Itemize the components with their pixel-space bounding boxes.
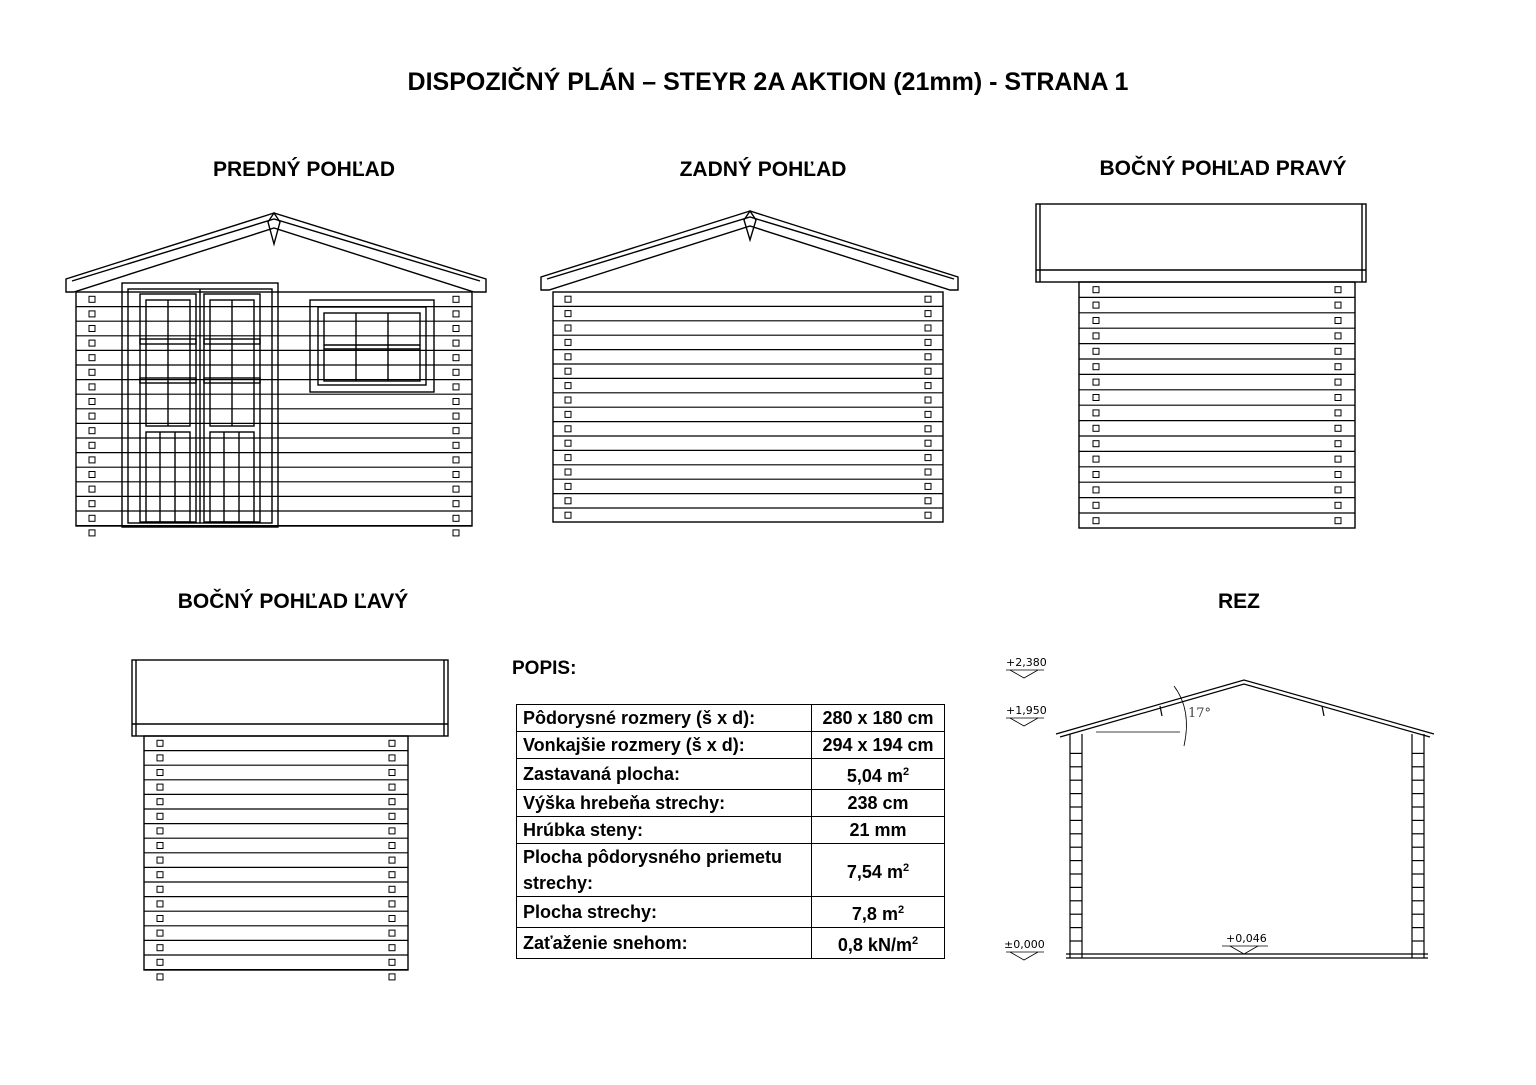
spec-value: 0,8 $kN/m^2$ [812, 928, 945, 959]
log-end-notch [925, 455, 931, 461]
left-side-view-label: BOČNÝ POHĽAD ĽAVÝ [177, 590, 409, 613]
log-end-notch [453, 369, 459, 375]
log-end-notch [565, 296, 571, 302]
log-end-notch [925, 411, 931, 417]
log-end-notch [1093, 302, 1099, 308]
log-end-notch [157, 770, 163, 776]
log-end-notch [157, 974, 163, 980]
log-end-notch [1335, 348, 1341, 354]
log-end-notch [89, 472, 95, 478]
log-end-notch [565, 383, 571, 389]
spec-value: 5,04 $m^2$ [812, 759, 945, 790]
log-end-notch [453, 501, 459, 507]
log-end-notch [453, 530, 459, 536]
log-end-notch [453, 296, 459, 302]
spec-key: Plocha pôdorysného priemetu strechy: [517, 844, 812, 897]
table-row [517, 705, 945, 732]
log-end-notch [1335, 333, 1341, 339]
log-end-notch [89, 369, 95, 375]
spec-key: Zaťaženie snehom: [517, 928, 812, 959]
log-end-notch [1093, 395, 1099, 401]
log-end-notch [1335, 456, 1341, 462]
log-end-notch [389, 799, 395, 805]
spec-value: 280 x 180 cm [812, 705, 945, 732]
level-ridge-label: +2,380 [1006, 656, 1047, 669]
log-end-notch [1335, 425, 1341, 431]
log-end-notch [453, 413, 459, 419]
log-end-notch [157, 799, 163, 805]
log-end-notch [925, 325, 931, 331]
level-eave-label: +1,950 [1006, 704, 1047, 717]
log-end-notch [1335, 441, 1341, 447]
level-ground-label: ±0,000 [1004, 938, 1045, 951]
table-row [517, 759, 945, 790]
log-end-notch [157, 916, 163, 922]
spec-value: 7,8 $m^2$ [812, 897, 945, 928]
spec-value-superscript: 2 [902, 766, 910, 778]
right-side-view-drawing [1036, 204, 1366, 528]
spec-value: 21 mm [812, 817, 945, 844]
spec-value: 238 cm [812, 790, 945, 817]
description-label: POPIS: [512, 658, 577, 679]
log-end-notch [925, 498, 931, 504]
log-end-notch [1093, 456, 1099, 462]
log-end-notch [565, 469, 571, 475]
log-end-notch [1335, 364, 1341, 370]
right-side-view-label: BOČNÝ POHĽAD PRAVÝ [1099, 157, 1347, 180]
log-end-notch [389, 959, 395, 965]
log-end-notch [565, 483, 571, 489]
log-end-notch [565, 311, 571, 317]
log-end-notch [1093, 410, 1099, 416]
section-view-label: REZ [1218, 590, 1260, 613]
table-row [517, 928, 945, 959]
front-view-label: PREDNÝ POHĽAD [212, 158, 396, 181]
log-end-notch [157, 945, 163, 951]
log-end-notch [1335, 410, 1341, 416]
log-end-notch [925, 339, 931, 345]
log-end-notch [565, 411, 571, 417]
log-end-notch [1093, 379, 1099, 385]
specifications-table [516, 704, 945, 959]
spec-key: Pôdorysné rozmery (š x d): [517, 705, 812, 732]
page-title: DISPOZIČNÝ PLÁN – STEYR 2A AKTION (21mm) - STRANA 1 [407, 68, 1129, 96]
back-view-label: ZADNÝ POHĽAD [679, 158, 847, 181]
log-end-notch [389, 784, 395, 790]
spec-key: Hrúbka steny: [517, 817, 812, 844]
log-end-notch [925, 469, 931, 475]
spec-key: Vonkajšie rozmery (š x d): [517, 732, 812, 759]
log-end-notch [157, 857, 163, 863]
log-end-notch [1093, 441, 1099, 447]
spec-value-superscript: 2 [911, 935, 919, 947]
spec-value-superscript: 2 [897, 904, 905, 916]
log-end-notch [453, 457, 459, 463]
log-end-notch [565, 325, 571, 331]
log-end-notch [565, 397, 571, 403]
log-end-notch [89, 530, 95, 536]
log-end-notch [89, 355, 95, 361]
roof-angle-label: 17° [1188, 706, 1212, 721]
log-end-notch [389, 930, 395, 936]
log-end-notch [1335, 287, 1341, 293]
log-end-notch [157, 959, 163, 965]
log-end-notch [1093, 472, 1099, 478]
log-end-notch [565, 426, 571, 432]
log-end-notch [157, 813, 163, 819]
log-end-notch [89, 326, 95, 332]
log-end-notch [1093, 287, 1099, 293]
spec-value: 7,54 $m^2$ [812, 844, 945, 897]
log-end-notch [89, 428, 95, 434]
log-end-notch [157, 755, 163, 761]
log-end-notch [453, 472, 459, 478]
log-end-notch [89, 296, 95, 302]
log-end-notch [1093, 333, 1099, 339]
left-side-view-drawing [132, 660, 448, 980]
log-end-notch [89, 399, 95, 405]
log-end-notch [925, 311, 931, 317]
log-end-notch [925, 296, 931, 302]
table-row [517, 844, 945, 897]
section-view-drawing [1006, 670, 1434, 960]
log-end-notch [453, 428, 459, 434]
log-end-notch [89, 384, 95, 390]
log-end-notch [565, 498, 571, 504]
log-end-notch [1335, 395, 1341, 401]
log-end-notch [389, 813, 395, 819]
log-end-notch [89, 457, 95, 463]
table-row [517, 817, 945, 844]
log-end-notch [389, 843, 395, 849]
log-end-notch [453, 311, 459, 317]
front-view-drawing [66, 213, 486, 536]
log-end-notch [389, 770, 395, 776]
spec-value: 294 x 194 cm [812, 732, 945, 759]
table-row [517, 790, 945, 817]
spec-key: Plocha strechy: [517, 897, 812, 928]
log-end-notch [453, 326, 459, 332]
log-end-notch [565, 440, 571, 446]
log-end-notch [925, 368, 931, 374]
log-end-notch [453, 355, 459, 361]
log-end-notch [389, 974, 395, 980]
log-end-notch [89, 501, 95, 507]
log-end-notch [925, 354, 931, 360]
log-end-notch [565, 339, 571, 345]
log-end-notch [389, 872, 395, 878]
log-end-notch [1335, 318, 1341, 324]
log-end-notch [1093, 318, 1099, 324]
log-end-notch [389, 901, 395, 907]
back-view-drawing [541, 211, 958, 522]
log-end-notch [389, 755, 395, 761]
log-end-notch [925, 440, 931, 446]
log-end-notch [1093, 502, 1099, 508]
log-end-notch [453, 340, 459, 346]
log-end-notch [565, 354, 571, 360]
log-end-notch [1093, 348, 1099, 354]
log-end-notch [389, 828, 395, 834]
log-end-notch [157, 901, 163, 907]
log-end-notch [157, 872, 163, 878]
log-end-notch [389, 857, 395, 863]
log-end-notch [453, 384, 459, 390]
log-end-notch [565, 455, 571, 461]
log-end-notch [565, 368, 571, 374]
log-end-notch [157, 886, 163, 892]
log-end-notch [1093, 425, 1099, 431]
log-end-notch [925, 512, 931, 518]
log-end-notch [157, 784, 163, 790]
log-end-notch [1093, 487, 1099, 493]
log-end-notch [453, 515, 459, 521]
log-end-notch [89, 340, 95, 346]
log-end-notch [89, 442, 95, 448]
spec-key: Zastavaná plocha: [517, 759, 812, 790]
log-end-notch [565, 512, 571, 518]
table-row [517, 732, 945, 759]
log-end-notch [1335, 472, 1341, 478]
log-end-notch [453, 442, 459, 448]
log-end-notch [925, 397, 931, 403]
log-end-notch [1335, 502, 1341, 508]
log-end-notch [89, 486, 95, 492]
log-end-notch [1093, 364, 1099, 370]
log-end-notch [157, 843, 163, 849]
log-end-notch [157, 930, 163, 936]
spec-value-superscript: 2 [902, 862, 910, 874]
log-end-notch [389, 886, 395, 892]
level-floor-label: +0,046 [1226, 932, 1267, 945]
log-end-notch [389, 740, 395, 746]
log-end-notch [89, 413, 95, 419]
log-end-notch [1335, 518, 1341, 524]
log-end-notch [925, 483, 931, 489]
log-end-notch [89, 311, 95, 317]
log-end-notch [453, 399, 459, 405]
log-end-notch [453, 486, 459, 492]
log-end-notch [89, 515, 95, 521]
log-end-notch [1335, 379, 1341, 385]
log-end-notch [389, 945, 395, 951]
log-end-notch [1335, 302, 1341, 308]
log-end-notch [389, 916, 395, 922]
table-row [517, 897, 945, 928]
log-end-notch [157, 828, 163, 834]
log-end-notch [925, 426, 931, 432]
spec-key: Výška hrebeňa strechy: [517, 790, 812, 817]
log-end-notch [157, 740, 163, 746]
log-end-notch [1093, 518, 1099, 524]
log-end-notch [925, 383, 931, 389]
log-end-notch [1335, 487, 1341, 493]
